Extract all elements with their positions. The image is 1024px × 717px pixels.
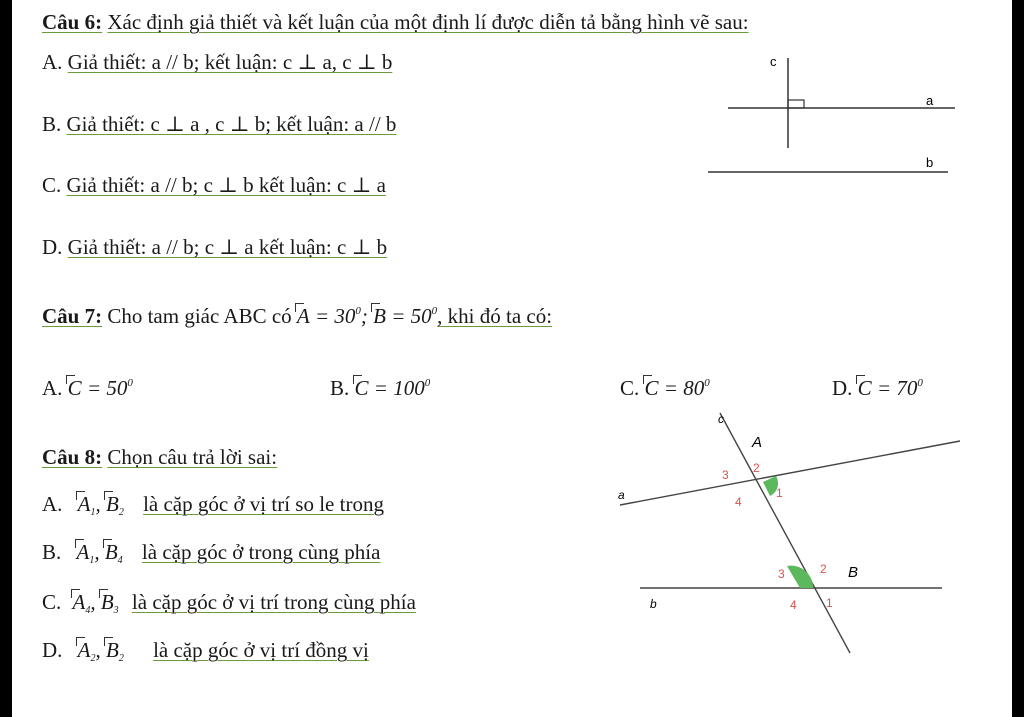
q8-transversal-figure [600, 405, 980, 655]
q7-option-d-value: = 70 [876, 376, 918, 400]
q7-angle-a-value: = 30 [315, 304, 356, 328]
q8-option-a-angle1-sub: 1 [90, 507, 96, 518]
q7-option-d [832, 378, 923, 399]
q7-option-b-value: = 100 [373, 376, 425, 400]
right-frame-bar [1012, 0, 1024, 717]
q6-text: Xác định giả thiết và kết luận của một định lí được diễn tả bằng hình vẽ sau: [107, 10, 749, 34]
q8-title [42, 447, 277, 468]
q6-right-angle-mark [788, 100, 804, 108]
q7-option-c-value: = 80 [663, 376, 705, 400]
q6-option-c-text: Giả thiết: a // b; c ⊥ b kết luận: c ⊥ a [66, 173, 386, 197]
q7-option-d-degree: 0 [917, 377, 923, 389]
left-frame-bar [0, 0, 12, 717]
q6-label-a: a [926, 93, 934, 108]
q8-option-d: D. $A_2$, $B_2$ là cặp góc ở vị trí đồng vị [42, 638, 369, 664]
q7-option-c-angle: C [644, 376, 659, 400]
q6-option-d [42, 237, 387, 258]
q8-label-b: b [650, 597, 657, 611]
q8-angle-b-highlight [787, 566, 813, 588]
q8-option-c-letter: C. [42, 590, 62, 614]
q6-option-b-text: Giả thiết: c ⊥ a , c ⊥ b; kết luận: a // b [66, 112, 397, 136]
q8-option-a-angle2: B [106, 492, 119, 516]
q8-option-a-angle2-sub: 2 [118, 507, 124, 518]
q8-option-d-angle1-sub: 2 [90, 653, 96, 664]
q7-angle-b: B [373, 304, 386, 328]
q6-option-b-letter: B. [42, 112, 62, 136]
q7-option-a-value: = 50 [86, 376, 128, 400]
q8-b-angle-2: 2 [820, 562, 827, 576]
q7-option-c-letter: C. [620, 376, 640, 400]
q6-label: Câu 6: [42, 10, 103, 34]
q8-option-b-angle1: A [76, 540, 90, 564]
q7-option-c [620, 378, 710, 399]
q8-a-angle-1: 1 [776, 486, 783, 500]
q6-option-d-text: Giả thiết: a // b; c ⊥ a kết luận: c ⊥ b [67, 235, 388, 259]
q8-text: Chọn câu trả lời sai: [107, 445, 278, 469]
q7-degree-b: 0 [431, 305, 438, 317]
q8-option-a-letter: A. [42, 492, 63, 516]
q7-option-d-angle: C [857, 376, 872, 400]
q7-option-b [330, 378, 430, 399]
q8-option-c-angle2-sub: 3 [113, 605, 119, 616]
q7-title: Câu 7: Cho tam giác ABC có $A = 30^0$; $B = 50^0$, khi đó ta có: [42, 304, 553, 328]
q8-option-b-angle1-sub: 1 [89, 555, 95, 566]
q8-option-c-text: là cặp góc ở vị trí trong cùng phía [131, 590, 416, 614]
q7-option-a [42, 378, 133, 399]
q7-label: Câu 7: [42, 304, 103, 328]
q8-line-a [620, 441, 960, 505]
q8-option-c-angle1: A [72, 590, 86, 614]
q7-angle-b-value: = 50 [391, 304, 432, 328]
q8-label: Câu 8: [42, 445, 103, 469]
q8-option-d-angle2-sub: 2 [118, 653, 124, 664]
q8-option-a-text: là cặp góc ở vị trí so le trong [143, 492, 384, 516]
q7-option-c-degree: 0 [704, 377, 710, 389]
q7-option-d-letter: D. [832, 376, 853, 400]
q7-option-a-degree: 0 [127, 377, 133, 389]
q7-text-post: , khi đó ta có: [437, 304, 553, 328]
q8-option-b-text: là cặp góc ở trong cùng phía [141, 540, 381, 564]
q8-option-b-angle2-sub: 4 [117, 555, 123, 566]
q7-option-b-letter: B. [330, 376, 350, 400]
q8-option-c: C. $A_4$, $B_3$ là cặp góc ở vị trí trong cùng phía [42, 590, 416, 616]
q7-option-a-angle: C [67, 376, 82, 400]
q8-label-c: c [718, 412, 724, 426]
q7-angle-a: A [296, 304, 310, 328]
q8-option-d-letter: D. [42, 638, 63, 662]
q8-option-c-angle2: B [100, 590, 114, 614]
q8-a-angle-3: 3 [722, 468, 729, 482]
q8-a-angle-2: 2 [753, 461, 760, 475]
q8-option-d-angle2: B [106, 638, 119, 662]
q6-option-c [42, 175, 386, 196]
q6-title [42, 12, 749, 33]
q8-option-a: A. $A_1$, $B_2$ là cặp góc ở vị trí so le trong [42, 492, 384, 518]
q8-option-b: B. $A_1$, $B_4$ là cặp góc ở trong cùng phía [42, 540, 381, 566]
q6-option-d-letter: D. [42, 235, 63, 259]
q7-option-a-letter: A. [42, 376, 63, 400]
q7-option-b-angle: C [354, 376, 369, 400]
q8-b-angle-4: 4 [790, 598, 797, 612]
q6-option-b [42, 114, 396, 135]
q8-option-b-angle2: B [104, 540, 118, 564]
q6-option-a-letter: A. [42, 50, 63, 74]
q8-label-a: a [618, 488, 625, 502]
q6-label-c: c [770, 54, 777, 69]
q8-option-d-angle1: A [77, 638, 91, 662]
q6-option-c-letter: C. [42, 173, 62, 197]
q8-option-b-letter: B. [42, 540, 62, 564]
q6-perpendicular-figure [700, 50, 960, 190]
q8-option-d-text: là cặp góc ở vị trí đồng vị [153, 638, 369, 662]
q8-option-a-angle1: A [77, 492, 91, 516]
q7-option-b-degree: 0 [424, 377, 431, 389]
q8-line-c [720, 413, 850, 653]
q6-option-a [42, 52, 392, 73]
q8-a-angle-4: 4 [735, 495, 742, 509]
q8-point-b: B [848, 564, 859, 581]
q8-b-angle-1: 1 [826, 596, 833, 610]
q8-point-a: A [752, 434, 763, 451]
q6-option-a-text: Giả thiết: a // b; kết luận: c ⊥ a, c ⊥ b [67, 50, 393, 74]
q8-b-angle-3: 3 [778, 567, 785, 581]
q7-degree-a: 0 [355, 305, 361, 317]
q6-label-b: b [926, 155, 934, 170]
q8-option-c-angle1-sub: 4 [85, 605, 91, 616]
q7-text-pre: Cho tam giác ABC có [107, 304, 297, 328]
